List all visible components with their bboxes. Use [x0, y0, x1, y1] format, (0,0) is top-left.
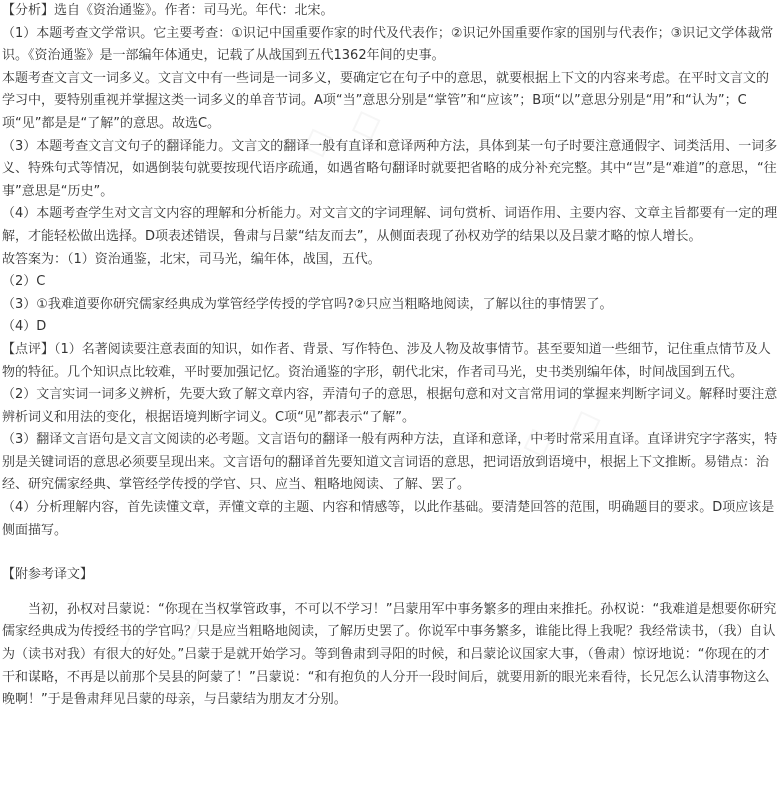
section-spacer [0, 587, 780, 599]
translation-body: 当初，孙权对吕蒙说：“你现在当权掌管政事，不可以不学习！”吕蒙用军中事务繁多的理由来推托。孙权说：“我难道是想要你研究儒家经典成为传授经书的学官吗？只是应当粗略地阅读，了解历史罢了。你说军中事务繁多，谁能比得上我呢？我经常读书，（我）自认为（读书对我）有很大的好处。”吕蒙于是就开始学习。等到鲁肃到寻阳的时候，和吕蒙论议国家大事，（鲁肃）惊讶地说：“你现在的才干和谋略，不再是以前那个吴县的阿蒙了！”吕蒙说：“和有抱负的人分开一段时间后，就要用新的眼光来看待，长兄怎么认清事物这么晚啊！”于是鲁肃拜见吕蒙的母亲，与吕蒙结为朋友才分别。 [2, 601, 777, 708]
analysis-paragraph-1: （1）本题考查文学常识。它主要考查：①识记中国重要作家的时代及代表作；②识记外国重要作家的国别与代表作；③识记文学体裁常识。《资治通鉴》是一部编年体通史，记载了从战国到五代1362年间的史事。 [2, 25, 774, 64]
answer-line-3: （3）①我难道要你研究儒家经典成为掌管经学传授的学官吗?②只应当粗略地阅读，了解以往的事情罢了。 [2, 296, 613, 312]
comment-paragraph-1: 【点评】（1）名著阅读要注意表面的知识，如作者、背景、写作特色、涉及人物及故事情节。甚至要知道一些细节，记住重点情节及人物的特征。几个知识点比较难，平时要加强记忆。资治通鉴的字形，朝代北宋，作者司马光，史书类别编年体，时间战国到五代。 [2, 341, 771, 380]
answer-line-4: （4）D [2, 319, 47, 335]
analysis-paragraph-2: 本题考查文言文一词多义。文言文中有一些词是一词多义，要确定它在句子中的意思，就要根据上下文的内容来考虑。在平时文言文的学习中，要特别重视并掌握这类一词多义的单音节词。A项“当”意思分别是“掌管”和“应该”；B项“以”意思分别是“用”和“认为”；C项“见”都是是“了解”的意思。故选C。 [2, 70, 770, 131]
analysis-paragraph-3: （3）本题考查文言文句子的翻译能力。文言文的翻译一般有直译和意译两种方法，具体到某一句子时要注意通假字、词类活用、一词多义、特殊句式等情况，如遇倒装句就要按现代语序疏通，如遇省略句翻译时就要把省略的成分补充完整。其中“岂”是“难道”的意思，“往事”意思是“历史”。 [2, 138, 778, 199]
comment-paragraph-4: （4）分析理解内容，首先读懂文章，弄懂文章的主题、内容和情感等，以此作基础。要清楚回答的范围，明确题目的要求。D项应该是侧面描写。 [2, 500, 775, 538]
analysis-header: 【分析】选自《资治通鉴》。作者：司马光。年代：北宋。 [2, 3, 334, 18]
comment-paragraph-2: （2）文言实词一词多义辨析，先要大致了解文章内容，弄清句子的意思，根据句意和对文言常用词的掌握来判断字词义。解释时要注意辨析词义和用法的变化，根据语境判断字词义。C项“见”都表示“了解”。 [2, 387, 778, 425]
section-spacer [0, 542, 780, 564]
translation-header: 【附参考译文】 [2, 567, 94, 583]
answer-line-1: 故答案为：（1）资治通鉴，北宋，司马光，编年体，战国，五代。 [2, 251, 381, 267]
analysis-paragraph-4: （4）本题考查学生对文言文内容的理解和分析能力。对文言文的字词理解、词句赏析、词语作用、主要内容、文章主旨都要有一定的理解，才能轻松做出选择。D项表述错误，鲁肃与吕蒙“结友而去”，从侧面表现了孙权劝学的结果以及吕蒙才略的惊人增长。 [2, 206, 778, 244]
answer-line-2: （2）C [2, 274, 46, 290]
comment-paragraph-3: （3）翻译文言语句是文言文阅读的必考题。文言语句的翻译一般有两种方法，直译和意译，中考时常采用直译。直译讲究字字落实，特别是关键词语的意思必须要呈现出来。文言语句的翻译首先要知道文言词语的意思，把词语放到语境中，根据上下文推断。易错点：治经、研究儒家经典、掌管经学传授的学官、只、应当、粗略地阅读、了解、罢了。 [2, 432, 778, 493]
